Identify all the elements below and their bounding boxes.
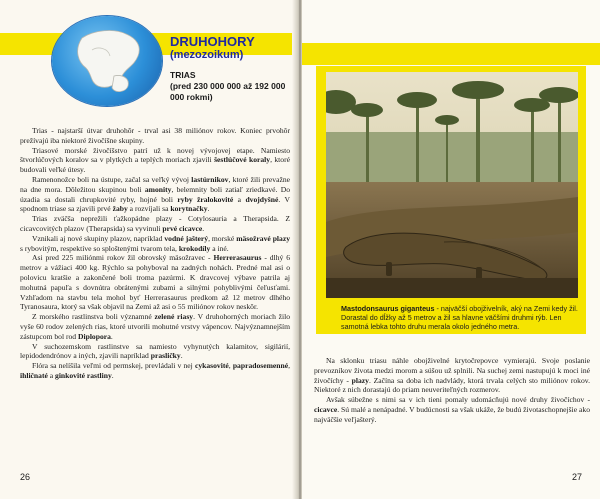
- period-heading: [170, 70, 290, 103]
- bold-term: mäsožravé plazy: [236, 233, 290, 243]
- bold-term: papradosemenné: [232, 361, 289, 371]
- bold-term: krokodíly: [178, 243, 211, 253]
- bold-term: prasličky: [150, 351, 181, 361]
- bold-term: Diplopora: [78, 331, 111, 341]
- bold-term: cykasovité: [194, 361, 229, 371]
- page-number-left: 26: [20, 472, 31, 482]
- caption-text: - najväčší obojživelník, aký na Zemi kedy žil. Dorastal do dĺžky až 5 metrov a žil sa hlavne väčšími druhmi rýb. Len samotná lebka tohto druhu merala okolo jedného metra.: [341, 304, 578, 331]
- period-dates: (pred 230 000 000 až 192 000 000 rokmi): [170, 81, 286, 102]
- left-paragraph: Ramenonožce boli na ústupe, začal sa veľký vývoj lastúrnikov, ktoré žili prevažne na dne mora. Dôležitou skupinou boli amonity, belemnity boli zatiaľ zriedkavé. Do úzadia sa dostali chrupkovité ryby, hojné boli ryby žralokovité a dvojdyšné. V spodnom triase sa zjavili prvé žaby a rozvíjali sa korytnačky.: [20, 174, 290, 214]
- bold-term: šestlúčové koraly: [214, 155, 271, 165]
- page-number-right: 27: [572, 472, 583, 482]
- bold-term: amonity: [144, 184, 172, 194]
- paleo-globe-icon: [52, 16, 162, 106]
- right-body-text: [314, 356, 590, 425]
- left-paragraph: Trias - najstarší útvar druhohôr - trval asi 38 miliónov rokov. Koniec prvohôr prežívajú iba niektoré živočíšne skupiny.: [20, 126, 290, 145]
- left-paragraph: V suchozemskom rastlinstve sa namiesto vyhynutých kalamitov, sigilárií, lepidodendrónov a iných, zjavili napríklad prasličky.: [20, 341, 290, 361]
- left-paragraph: Asi pred 225 miliónmi rokov žil obrovský mäsožravec - Herrerasaurus - dlhý 6 metrov a vážiaci 400 kg. Rýchlo sa pohyboval na zadných nohách. Predné mal asi o polovicu kratšie a zakončené boli troma pazúrmi. K dravcovej výbave patrila aj mohutná papuľa s dovnútra obrátenými zubami a silnými pohyblivými čeľusťami. Vzhľadom na stavbu tela mohol byť Herrerasaurus predkom až 12 metrov dlhého Tyranosaura, ktorý sa však objavil na Zemi až asi o 55 miliónov rokov neskôr.: [20, 253, 290, 312]
- left-paragraph: Vznikali aj nové skupiny plazov, napríklad vodné jašterý, morské mäsožravé plazy s rybovitým, respektíve so sploštenými tvarom tela, krokodíly a iné.: [20, 233, 290, 253]
- page-title: DRUHOHORY: [170, 34, 255, 49]
- page-subtitle: (mezozoikum): [170, 49, 244, 61]
- right-paragraph: Na sklonku triasu náhle obojživelné krytočrepovce vymierajú. Svoje poslanie prevozníkov života medzi morom a súšou už splnili. Na suchej zemi nastupujú k moci iné živočíchy - plazy. Začína sa doba ich nadvlády, ktorá trvala celých sto miliónov rokov. Niektoré z nich dorastajú do priam neuveriteľných rozmerov.: [314, 356, 590, 395]
- bold-term: žaby: [112, 204, 128, 214]
- right-paragraph: Avšak súbežne s nimi sa v ich tieni pomaly udomácňujú nové druhy živočíchov - cicavce. Sú malé a nenápadné. V budúcnosti sa však ukáže, že budú životaschopnejšie ako najväčšie veľjašterý.: [314, 395, 590, 424]
- bold-term: vodné jašterý: [164, 233, 209, 243]
- left-page: [0, 0, 298, 499]
- left-paragraph: Z morského rastlinstva boli významné zelené riasy. V druhohorných moriach žilo vyše 60 rodov zelených rias, ktoré utvorili mohutné vrstvy vápencov. Najvýznamnejším zástupcom bol rod Diplopora.: [20, 312, 291, 341]
- bold-term: lastúrnikov: [191, 174, 229, 184]
- left-paragraph: Flóra sa nelíšila veľmi od permskej, prevládali v nej cykasovité, papradosemenné, ihličnaté a ginkovité rastliny.: [20, 361, 291, 380]
- bold-term: dvojdyšné: [245, 194, 279, 204]
- bold-term: Herrerasaurus: [213, 253, 262, 263]
- mastodonsaurus-illustration: [326, 72, 578, 298]
- bold-term: korytnačky: [170, 204, 208, 214]
- period-name: TRIAS: [170, 70, 196, 80]
- bold-term: prvé cicavce: [162, 223, 203, 233]
- yellow-header-band-right: [302, 43, 600, 65]
- caption-title: Mastodonsaurus giganteus: [341, 304, 435, 313]
- bold-term: ihličnaté: [20, 370, 48, 380]
- bold-term: ginkovité rastliny: [55, 370, 112, 380]
- bold-term: zelené riasy: [154, 312, 194, 322]
- left-paragraph: Trias zväčša neprežili ťažkopádne plazy - Cotylosauria a Therapsida. Z cicavcovitých plazov (Therapsida) sa vyvinuli prvé cicavce.: [20, 214, 290, 233]
- left-body-text: [20, 126, 290, 381]
- illustration-caption: [341, 304, 585, 331]
- bold-term: cicavce: [314, 404, 338, 414]
- bold-term: plazy: [351, 375, 369, 385]
- bold-term: ryby žralokovité: [177, 194, 234, 204]
- left-paragraph: Triasové morské živočíšstvo patrí už k novej vývojovej etape. Namiesto štvorlúčových koralov sa v plytkých a teplých moriach zjavili šestlúčové koraly, ktoré budovali veľké útesy.: [20, 145, 290, 175]
